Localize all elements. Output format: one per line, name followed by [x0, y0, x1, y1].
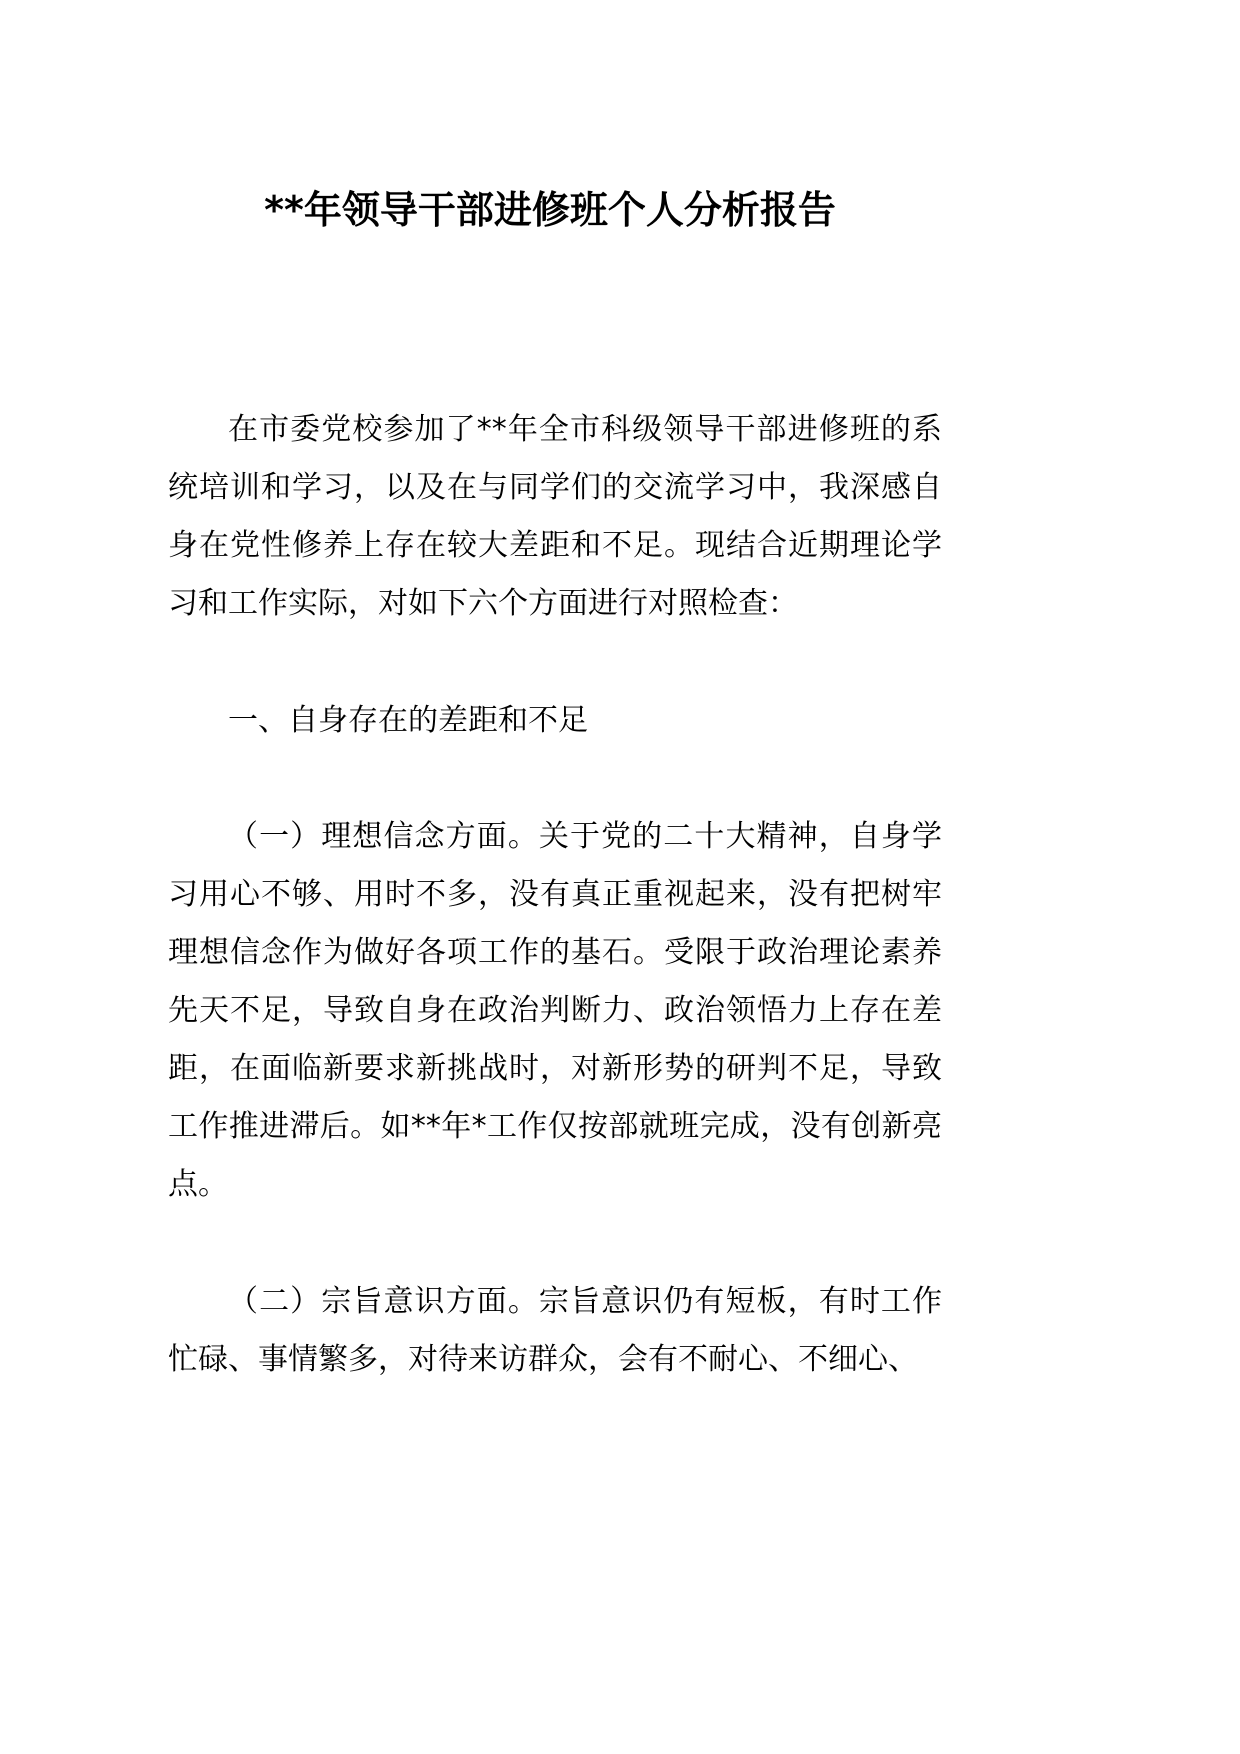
ideals-beliefs-paragraph: （一）理想信念方面。关于党的二十大精神，自身学习用心不够、用时不多，没有真正重视起来，没有把树牢理想信念作为做好各项工作的基石。受限于政治理论素养先天不足，导致自身在政治判断力、政治领悟力上存在差距，在面临新要求新挑战时，对新形势的研判不足，导致工作推进滞后。如**年*工作仅按部就班完成，没有创新亮点。 — [168, 819, 942, 1202]
document-title: **年领导干部进修班个人分析报告 — [264, 188, 836, 232]
purpose-awareness-paragraph: （二）宗旨意识方面。宗旨意识仍有短板，有时工作忙碌、事情繁多，对待来访群众，会有不耐心、不细心、 — [168, 1284, 942, 1377]
intro-paragraph: 在市委党校参加了**年全市科级领导干部进修班的系统培训和学习，以及在与同学们的交流学习中，我深感自身在党性修养上存在较大差距和不足。现结合近期理论学习和工作实际，对如下六个方面进行对照检查： — [168, 412, 942, 621]
section-heading: 一、自身存在的差距和不足 — [228, 703, 588, 738]
